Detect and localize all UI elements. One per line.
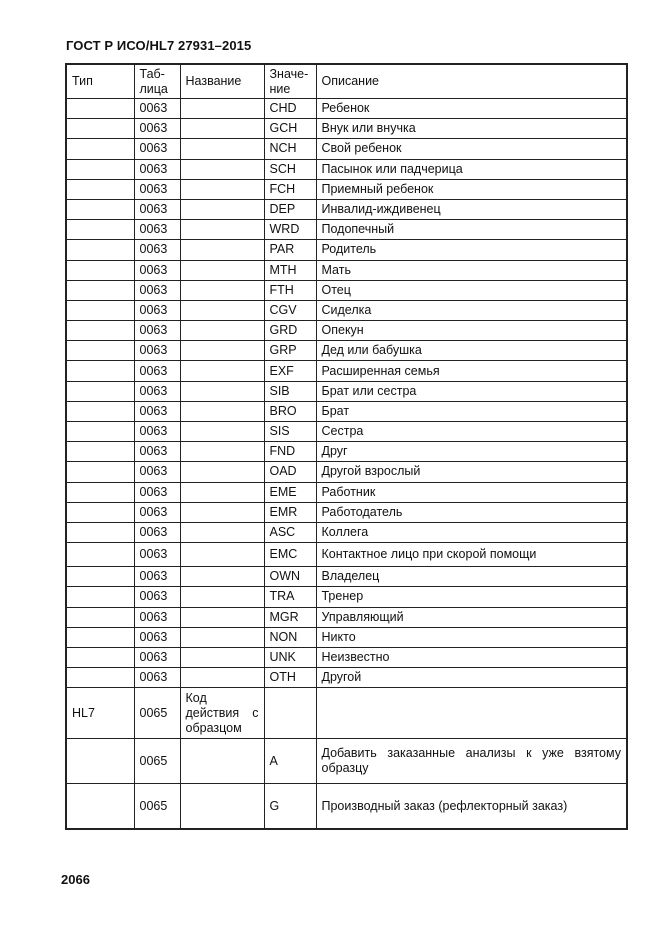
cell-value: EXF: [264, 361, 316, 381]
cell-name: [180, 647, 264, 667]
cell-value: FCH: [264, 179, 316, 199]
table-row: [66, 179, 627, 199]
cell-type: HL7: [66, 688, 134, 739]
cell-name: [180, 139, 264, 159]
page-number: 2066: [61, 872, 90, 887]
cell-table: 0063: [134, 607, 180, 627]
cell-name: Код действия с образцом: [180, 688, 264, 739]
cell-type: [66, 401, 134, 421]
cell-name: [180, 300, 264, 320]
cell-name: [180, 607, 264, 627]
cell-type: [66, 139, 134, 159]
cell-name: [180, 587, 264, 607]
cell-description: Добавить заказанные анализы к уже взятому образцу: [316, 739, 627, 784]
cell-type: [66, 361, 134, 381]
table-row: [66, 119, 627, 139]
cell-type: [66, 543, 134, 567]
cell-value: WRD: [264, 220, 316, 240]
column-header-type: Тип: [66, 64, 134, 99]
cell-description: Контактное лицо при скорой помощи: [316, 543, 627, 567]
cell-name: [180, 522, 264, 542]
cell-table: 0063: [134, 119, 180, 139]
cell-type: [66, 280, 134, 300]
cell-name: [180, 361, 264, 381]
cell-type: [66, 199, 134, 219]
cell-name: [180, 240, 264, 260]
cell-description: Управляющий: [316, 607, 627, 627]
cell-type: [66, 159, 134, 179]
cell-type: [66, 119, 134, 139]
table-row: [66, 381, 627, 401]
table-row: [66, 199, 627, 219]
cell-value: FND: [264, 442, 316, 462]
cell-table: 0063: [134, 361, 180, 381]
cell-table: 0065: [134, 739, 180, 784]
cell-value: MTH: [264, 260, 316, 280]
table-row: [66, 220, 627, 240]
cell-name: [180, 381, 264, 401]
cell-value: GRP: [264, 341, 316, 361]
cell-type: [66, 240, 134, 260]
table-row: [66, 442, 627, 462]
column-header-description: Описание: [316, 64, 627, 99]
cell-description: Работодатель: [316, 502, 627, 522]
cell-name: [180, 543, 264, 567]
cell-description: Брат: [316, 401, 627, 421]
cell-value: EMC: [264, 543, 316, 567]
cell-name: [180, 502, 264, 522]
cell-description: Сестра: [316, 422, 627, 442]
cell-name: [180, 668, 264, 688]
cell-table: 0063: [134, 668, 180, 688]
table-row: [66, 587, 627, 607]
cell-name: [180, 99, 264, 119]
cell-type: [66, 502, 134, 522]
cell-value: TRA: [264, 587, 316, 607]
cell-table: 0063: [134, 422, 180, 442]
cell-type: [66, 300, 134, 320]
cell-name: [180, 341, 264, 361]
cell-value: DEP: [264, 199, 316, 219]
column-header-name: Название: [180, 64, 264, 99]
cell-table: 0063: [134, 139, 180, 159]
cell-table: 0063: [134, 627, 180, 647]
cell-description: Родитель: [316, 240, 627, 260]
cell-value: OWN: [264, 567, 316, 587]
table-row: [66, 567, 627, 587]
cell-value: G: [264, 784, 316, 830]
cell-table: 0063: [134, 260, 180, 280]
table-row: [66, 401, 627, 421]
cell-table: 0063: [134, 522, 180, 542]
cell-description: [316, 688, 627, 739]
cell-table: 0063: [134, 502, 180, 522]
cell-name: [180, 482, 264, 502]
cell-table: 0063: [134, 381, 180, 401]
cell-type: [66, 99, 134, 119]
cell-table: 0063: [134, 341, 180, 361]
cell-description: Внук или внучка: [316, 119, 627, 139]
cell-table: 0065: [134, 784, 180, 830]
document-header: ГОСТ Р ИСО/HL7 27931–2015: [66, 38, 252, 53]
cell-type: [66, 220, 134, 240]
cell-description: Отец: [316, 280, 627, 300]
cell-description: Неизвестно: [316, 647, 627, 667]
cell-type: [66, 321, 134, 341]
cell-description: Дед или бабушка: [316, 341, 627, 361]
cell-type: [66, 587, 134, 607]
table-header-row: [66, 64, 627, 99]
column-header-table: Таб- лица: [134, 64, 180, 99]
cell-value: SCH: [264, 159, 316, 179]
cell-type: [66, 647, 134, 667]
table-body: [66, 99, 627, 830]
table-row: [66, 688, 627, 739]
cell-value: GCH: [264, 119, 316, 139]
cell-description: Никто: [316, 627, 627, 647]
cell-table: 0063: [134, 442, 180, 462]
cell-name: [180, 179, 264, 199]
cell-value: CGV: [264, 300, 316, 320]
cell-description: Приемный ребенок: [316, 179, 627, 199]
cell-type: [66, 381, 134, 401]
cell-name: [180, 462, 264, 482]
cell-table: 0063: [134, 462, 180, 482]
cell-table: 0063: [134, 321, 180, 341]
table-row: [66, 647, 627, 667]
cell-name: [180, 321, 264, 341]
table-row: [66, 502, 627, 522]
cell-table: 0063: [134, 99, 180, 119]
table-row: [66, 99, 627, 119]
cell-type: [66, 739, 134, 784]
cell-table: 0063: [134, 647, 180, 667]
cell-table: 0063: [134, 220, 180, 240]
cell-description: Коллега: [316, 522, 627, 542]
table-row: [66, 139, 627, 159]
cell-type: [66, 567, 134, 587]
cell-value: NON: [264, 627, 316, 647]
table-row: [66, 260, 627, 280]
cell-table: 0063: [134, 280, 180, 300]
table-row: [66, 341, 627, 361]
cell-table: 0063: [134, 587, 180, 607]
cell-name: [180, 159, 264, 179]
table-row: [66, 482, 627, 502]
cell-name: [180, 119, 264, 139]
cell-name: [180, 739, 264, 784]
table-row: [66, 280, 627, 300]
cell-description: Расширенная семья: [316, 361, 627, 381]
cell-value: EME: [264, 482, 316, 502]
cell-value: MGR: [264, 607, 316, 627]
cell-type: [66, 422, 134, 442]
cell-description: Владелец: [316, 567, 627, 587]
cell-name: [180, 422, 264, 442]
table-row: [66, 668, 627, 688]
cell-type: [66, 784, 134, 830]
code-table: [65, 63, 628, 830]
cell-description: Производный заказ (рефлекторный заказ): [316, 784, 627, 830]
cell-value: NCH: [264, 139, 316, 159]
table-row: [66, 300, 627, 320]
cell-description: Другой: [316, 668, 627, 688]
cell-name: [180, 567, 264, 587]
cell-description: Инвалид-иждивенец: [316, 199, 627, 219]
cell-description: Ребенок: [316, 99, 627, 119]
cell-value: [264, 688, 316, 739]
cell-type: [66, 607, 134, 627]
cell-description: Пасынок или падчерица: [316, 159, 627, 179]
cell-value: BRO: [264, 401, 316, 421]
table-row: [66, 240, 627, 260]
table-row: [66, 607, 627, 627]
cell-value: OAD: [264, 462, 316, 482]
cell-description: Опекун: [316, 321, 627, 341]
cell-table: 0063: [134, 159, 180, 179]
cell-type: [66, 522, 134, 542]
table-row: [66, 784, 627, 830]
cell-table: 0063: [134, 199, 180, 219]
cell-table: 0063: [134, 401, 180, 421]
cell-type: [66, 462, 134, 482]
cell-value: FTH: [264, 280, 316, 300]
cell-description: Другой взрослый: [316, 462, 627, 482]
cell-name: [180, 260, 264, 280]
cell-name: [180, 784, 264, 830]
table-row: [66, 543, 627, 567]
cell-value: CHD: [264, 99, 316, 119]
cell-value: GRD: [264, 321, 316, 341]
cell-value: UNK: [264, 647, 316, 667]
cell-value: OTH: [264, 668, 316, 688]
cell-description: Подопечный: [316, 220, 627, 240]
table-row: [66, 627, 627, 647]
cell-description: Друг: [316, 442, 627, 462]
cell-table: 0063: [134, 240, 180, 260]
cell-description: Работник: [316, 482, 627, 502]
cell-type: [66, 668, 134, 688]
cell-table: 0065: [134, 688, 180, 739]
cell-value: A: [264, 739, 316, 784]
cell-value: PAR: [264, 240, 316, 260]
cell-name: [180, 280, 264, 300]
column-header-value: Значе- ние: [264, 64, 316, 99]
cell-table: 0063: [134, 543, 180, 567]
cell-type: [66, 482, 134, 502]
table-row: [66, 522, 627, 542]
cell-name: [180, 442, 264, 462]
table-row: [66, 739, 627, 784]
cell-type: [66, 627, 134, 647]
table-row: [66, 422, 627, 442]
cell-table: 0063: [134, 567, 180, 587]
cell-name: [180, 199, 264, 219]
cell-value: EMR: [264, 502, 316, 522]
cell-name: [180, 401, 264, 421]
cell-table: 0063: [134, 482, 180, 502]
table-row: [66, 462, 627, 482]
cell-description: Свой ребенок: [316, 139, 627, 159]
cell-value: SIB: [264, 381, 316, 401]
cell-table: 0063: [134, 300, 180, 320]
cell-type: [66, 442, 134, 462]
cell-description: Сиделка: [316, 300, 627, 320]
cell-description: Брат или сестра: [316, 381, 627, 401]
table-row: [66, 159, 627, 179]
cell-description: Тренер: [316, 587, 627, 607]
cell-table: 0063: [134, 179, 180, 199]
cell-value: ASC: [264, 522, 316, 542]
cell-type: [66, 341, 134, 361]
cell-name: [180, 627, 264, 647]
cell-type: [66, 179, 134, 199]
table-row: [66, 321, 627, 341]
cell-value: SIS: [264, 422, 316, 442]
cell-name: [180, 220, 264, 240]
cell-description: Мать: [316, 260, 627, 280]
table-row: [66, 361, 627, 381]
cell-type: [66, 260, 134, 280]
